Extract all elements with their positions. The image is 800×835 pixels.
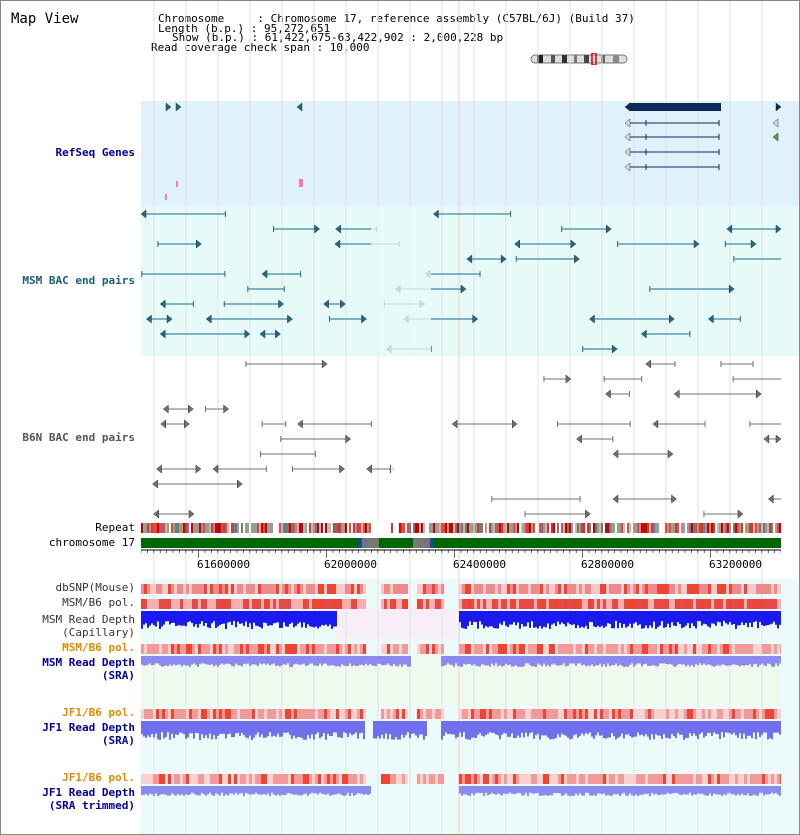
msm-read-depth-capillary-sub: (Capillary) xyxy=(62,626,135,639)
jf1-b6-pol-trimmed-label: JF1/B6 pol. xyxy=(62,771,135,784)
msm-bac-pairs-track xyxy=(141,206,781,356)
jf1-read-depth-trimmed-label: JF1 Read Depth xyxy=(42,786,135,799)
b6n-bac-label[interactable]: B6N BAC end pairs xyxy=(22,431,135,444)
ruler-axis xyxy=(141,549,781,559)
ruler-tick-label: 62000000 xyxy=(324,558,377,571)
msm-read-depth-sra-track xyxy=(141,656,781,669)
msm-bac-label[interactable]: MSM BAC end pairs xyxy=(22,274,135,287)
show-range-info: Show (b.p.) : 61,422,675-63,422,902 : 2,000,228 bp xyxy=(172,31,504,44)
jf1-read-depth-sra-label: JF1 Read Depth xyxy=(42,721,135,734)
msm-read-depth-sra-label: MSM Read Depth xyxy=(42,656,135,669)
msm-read-depth-capillary-label: MSM Read Depth xyxy=(42,613,135,626)
b6n-bac-pairs-track xyxy=(141,356,781,521)
jf1-read-depth-sra-track xyxy=(141,721,781,741)
jf1-b6-pol-label: JF1/B6 pol. xyxy=(62,706,135,719)
coverage-span-info: Read coverage check span : 10,000 xyxy=(151,41,370,54)
chromosome-ideogram[interactable] xyxy=(529,53,629,65)
msm-track-margin xyxy=(781,206,800,356)
repeat-track xyxy=(141,522,781,534)
lower-track-margin xyxy=(781,579,800,835)
length-info: Length (b.p.) : 95,272,651 xyxy=(158,22,331,35)
jf1-b6-pol-trimmed-strip xyxy=(141,774,781,784)
ruler-tick-label: 62400000 xyxy=(453,558,506,571)
msm-b6-pol-sra-label: MSM/B6 pol. xyxy=(62,641,135,654)
refseq-genes-label[interactable]: RefSeq Genes xyxy=(55,146,135,159)
msm-b6-pol-label: MSM/B6 pol. xyxy=(62,596,135,609)
jf1-read-depth-trimmed-track xyxy=(141,786,781,798)
msm-b6-pol-strip xyxy=(141,599,781,609)
dbsnp-strip xyxy=(141,584,781,594)
msm-read-depth-capillary-track xyxy=(141,611,781,629)
msm-read-depth-sra-sub: (SRA) xyxy=(101,669,135,682)
refseq-genes-track xyxy=(141,101,781,206)
jf1-read-depth-sra-sub: (SRA) xyxy=(101,734,135,747)
ruler-tick-label: 62800000 xyxy=(581,558,634,571)
msm-b6-pol-sra-strip xyxy=(141,644,781,654)
chromosome-info: Chromosome : Chromosome 17, reference assembly (C57BL/6J) (Build 37) xyxy=(158,12,635,25)
jf1-read-depth-trimmed-sub: (SRA trimmed) xyxy=(48,799,135,812)
dbsnp-label: dbSNP(Mouse) xyxy=(55,581,135,594)
ruler-tick-label: 63200000 xyxy=(709,558,762,571)
page-title: Map View xyxy=(11,11,79,27)
repeat-label: Repeat xyxy=(95,521,135,534)
chromosome-label: chromosome 17 xyxy=(48,536,135,549)
ruler-tick-label: 61600000 xyxy=(197,558,250,571)
refseq-track-margin xyxy=(781,101,800,206)
chromosome-bar xyxy=(141,536,781,550)
jf1-b6-pol-strip xyxy=(141,709,781,719)
